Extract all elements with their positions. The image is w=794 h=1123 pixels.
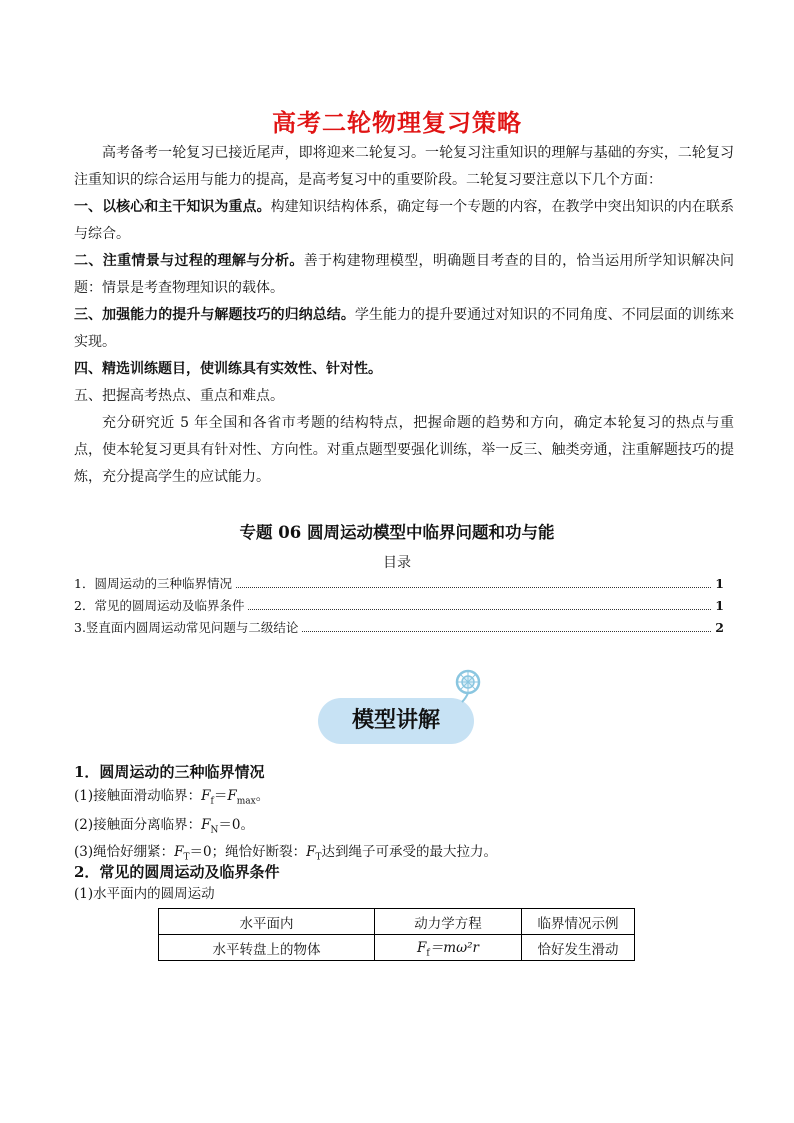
var-F: F	[417, 940, 427, 957]
var-F: F	[201, 817, 211, 833]
section-2-subheading: (1)水平面内的圆周运动	[74, 886, 215, 902]
table-of-contents	[74, 574, 724, 640]
critical-line-1	[74, 784, 734, 808]
section-2	[74, 860, 734, 904]
toc-item-page: 2	[715, 620, 724, 635]
point-2-text: 善于构建物理模型，明确题目考查的目的，恰当运用所学知识解决问题：情景是考查物理知识的载体。	[74, 253, 735, 296]
line-1-prefix: (1)接触面滑动临界：	[74, 788, 202, 804]
intro-paragraph: 高考备考一轮复习已接近尾声，即将迎来二轮复习。一轮复习注重知识的理解与基础的夯实，二轮复习注重知识的综合运用与能力的提高，是高考复习中的重要阶段。二轮复习要注意以下几个方面：	[74, 145, 734, 188]
toc-leader-dots	[302, 631, 711, 632]
table-header-row	[159, 909, 635, 935]
point-2	[74, 248, 734, 302]
table-cell: 恰好发生滑动	[522, 935, 635, 961]
sub-max: max	[236, 796, 256, 807]
var-F: F	[201, 788, 211, 804]
line-1-end: 。	[255, 788, 270, 804]
point-1	[74, 194, 734, 248]
sub-T: T	[315, 852, 322, 863]
toc-item[interactable]	[74, 596, 724, 618]
var-F: F	[174, 844, 184, 860]
equation-rhs: ＝mω²r	[429, 940, 479, 957]
line-3-mid: ＝0；绳恰好断裂：	[189, 844, 307, 860]
point-4-bold: 四、精选训练题目，使训练具有实效性、针对性。	[74, 361, 382, 377]
critical-table	[158, 908, 635, 961]
table-header-cell: 临界情况示例	[522, 909, 635, 935]
section-banner	[318, 668, 478, 746]
toc-leader-dots	[248, 609, 711, 610]
point-1-bold: 一、以核心和主干知识为重点。	[74, 199, 271, 215]
dandelion-icon	[450, 668, 486, 704]
page-title: 高考二轮物理复习策略	[272, 109, 522, 137]
intro-block	[74, 140, 734, 491]
section-1	[74, 760, 734, 866]
section-1-heading: 1．圆周运动的三种临界情况	[74, 763, 265, 781]
table-cell: 水平转盘上的物体	[159, 935, 375, 961]
section-2-heading: 2．常见的圆周运动及临界条件	[74, 863, 280, 881]
topic-title: 专题 06 圆周运动模型中临界问题和功与能	[239, 523, 555, 542]
toc-item[interactable]	[74, 618, 724, 640]
var-F: F	[306, 844, 316, 860]
point-5	[74, 383, 734, 410]
toc-item-page: 1	[715, 598, 724, 613]
toc-item-page: 1	[715, 576, 724, 591]
table-header-cell: 水平面内	[159, 909, 375, 935]
line-2-prefix: (2)接触面分离临界：	[74, 817, 202, 833]
point-5-text: 五、把握高考热点、重点和难点。	[74, 388, 284, 404]
point-3-text: 学生能力的提升要通过对知识的不同角度、不同层面的训练来实现。	[74, 307, 735, 350]
table-cell-equation	[375, 935, 522, 961]
sub-T: T	[183, 852, 190, 863]
sub-N: N	[210, 825, 219, 836]
banner-label: 模型讲解	[351, 708, 440, 733]
line-2-end: ＝0。	[218, 817, 254, 833]
point-3	[74, 302, 734, 356]
toc-item-label: 2．常见的圆周运动及临界条件	[74, 598, 245, 613]
point-4	[74, 356, 734, 383]
toc-item-label: 1．圆周运动的三种临界情况	[74, 576, 232, 591]
sub-f: f	[426, 948, 430, 959]
critical-line-2	[74, 812, 734, 839]
var-F: F	[227, 788, 237, 804]
closing-paragraph: 充分研究近 5 年全国和各省市考题的结构特点，把握命题的趋势和方向，确定本轮复习的热点与重点，使本轮复习更具有针对性、方向性。对重点题型要强化训练，举一反三、触类旁通，注重解题技巧的提炼，充分提高学生的应试能力。	[74, 415, 734, 485]
toc-item-label: 3.竖直面内圆周运动常见问题与二级结论	[74, 620, 299, 635]
line-3-prefix: (3)绳恰好绷紧：	[74, 844, 175, 860]
toc-item[interactable]	[74, 574, 724, 596]
point-3-bold: 三、加强能力的提升与解题技巧的归纳总结。	[74, 307, 355, 323]
toc-heading: 目录	[383, 555, 411, 571]
line-3-end: 达到绳子可承受的最大拉力。	[321, 844, 497, 860]
sub-f: f	[210, 796, 214, 807]
table-header-cell: 动力学方程	[375, 909, 522, 935]
equals: ＝	[213, 788, 228, 804]
table-row	[159, 935, 635, 961]
point-1-text: 构建知识结构体系，确定每一个专题的内容，在教学中突出知识的内在联系与综合。	[74, 199, 734, 242]
toc-leader-dots	[236, 587, 711, 588]
point-2-bold: 二、注重情景与过程的理解与分析。	[74, 253, 304, 269]
